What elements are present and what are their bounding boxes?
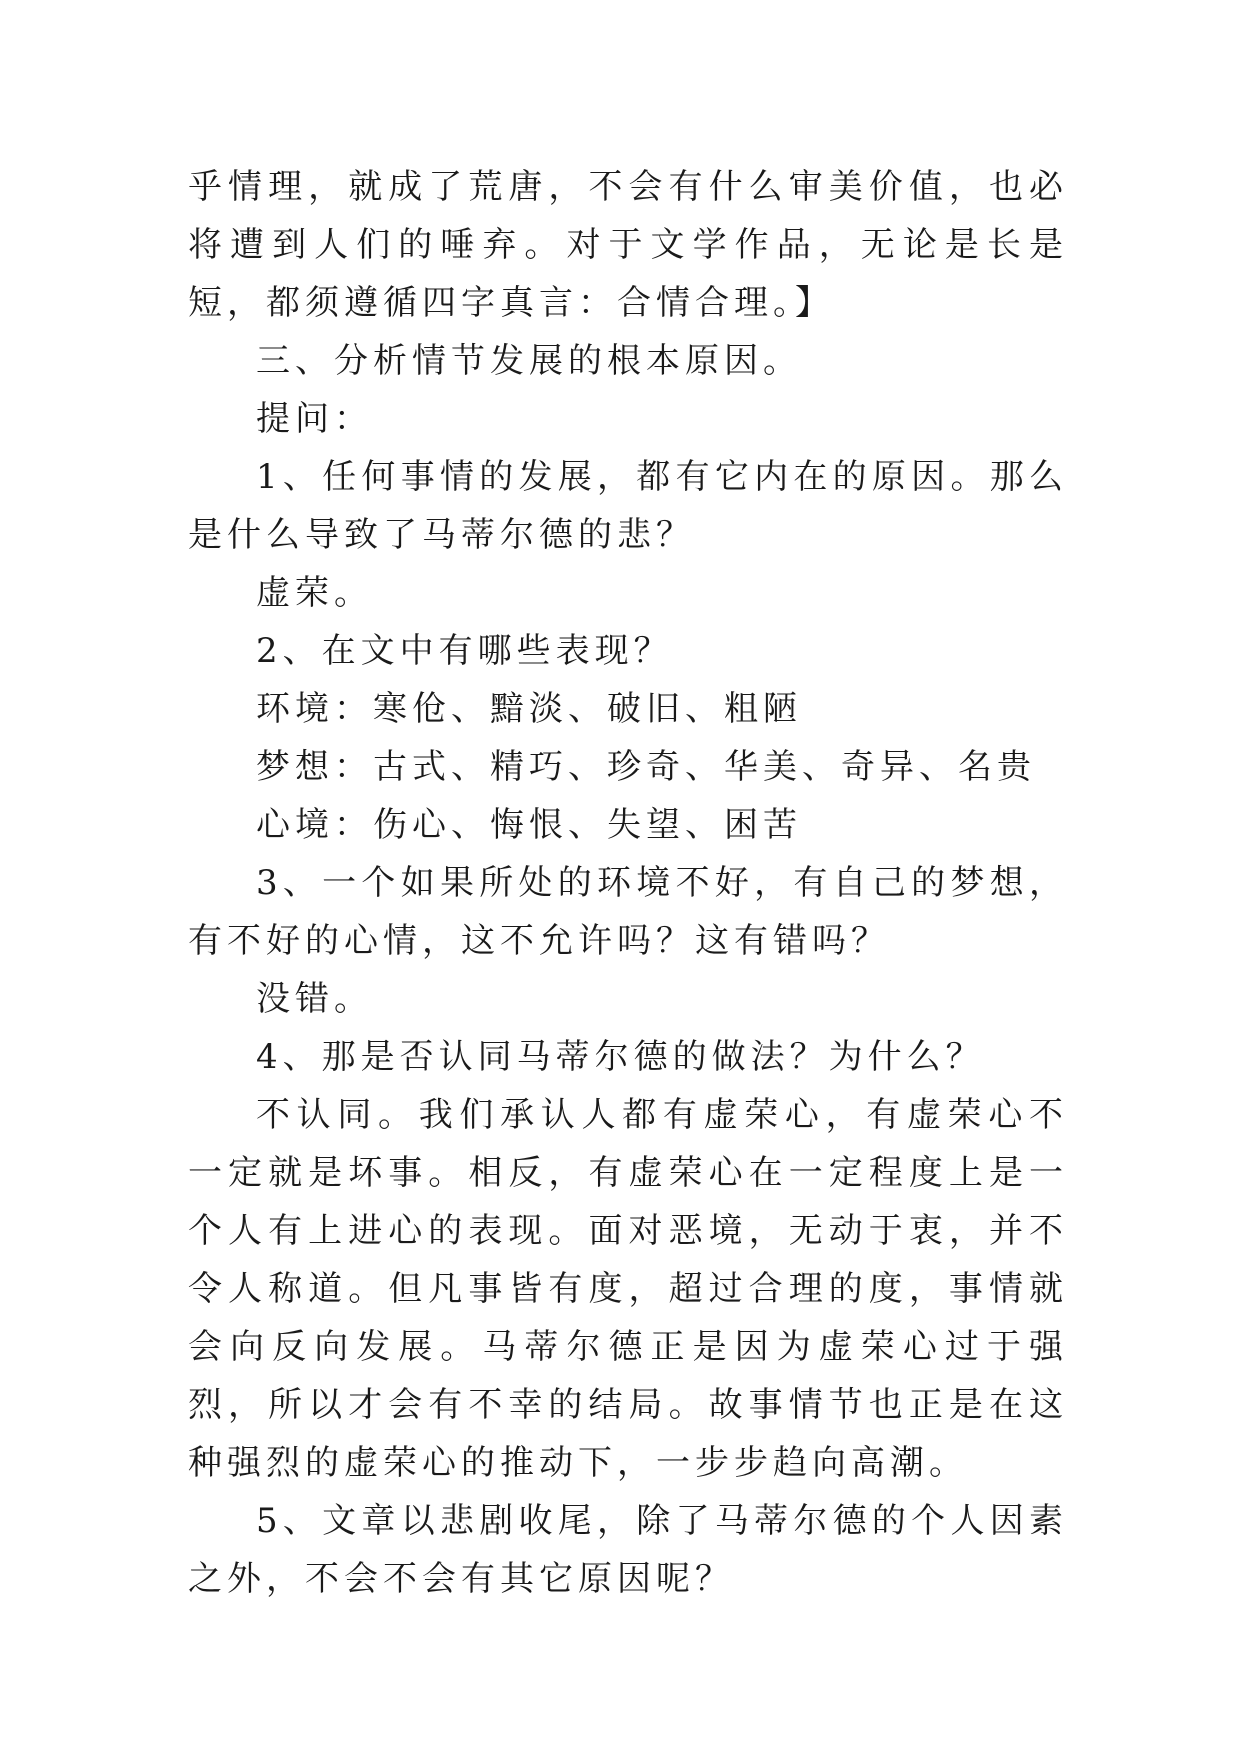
paragraph-7: 环境：寒伧、黯淡、破旧、粗陋	[256, 689, 802, 729]
paragraph-6: 2、在文中有哪些表现？	[256, 631, 673, 671]
paragraph-8: 梦想：古式、精巧、珍奇、华美、奇异、名贵	[256, 747, 1036, 787]
paragraph-2: 三、分析情节发展的根本原因。	[256, 341, 802, 381]
paragraph-1: 乎情理，就成了荒唐，不会有什么审美价值，也必将遭到人们的唾弃。对于文学作品，无论是长是短，都须遵循四字真言：合情合理。】	[188, 167, 1068, 323]
paragraph-5: 虚荣。	[256, 573, 373, 613]
paragraph-12: 4、那是否认同马蒂尔德的做法？为什么？	[256, 1037, 985, 1077]
paragraph-3: 提问：	[256, 399, 373, 439]
paragraph-4: 1、任何事情的发展，都有它内在的原因。那么是什么导致了马蒂尔德的悲？	[188, 457, 1068, 555]
paragraph-14: 5、文章以悲剧收尾，除了马蒂尔德的个人因素之外，不会不会有其它原因呢？	[188, 1501, 1068, 1599]
paragraph-11: 没错。	[256, 979, 373, 1019]
paragraph-9: 心境：伤心、悔恨、失望、困苦	[256, 805, 802, 845]
paragraph-10: 3、一个如果所处的环境不好，有自己的梦想，有不好的心情，这不允许吗？这有错吗？	[188, 863, 1068, 961]
paragraph-13: 不认同。我们承认人都有虚荣心，有虚荣心不一定就是坏事。相反，有虚荣心在一定程度上是一个人有上进心的表现。面对恶境，无动于衷，并不令人称道。但凡事皆有度，超过合理的度，事情就会向反向发展。马蒂尔德正是因为虚荣心过于强烈，所以才会有不幸的结局。故事情节也正是在这种强烈的虚荣心的推动下，一步步趋向高潮。	[188, 1095, 1068, 1483]
document-body	[188, 158, 1068, 1608]
